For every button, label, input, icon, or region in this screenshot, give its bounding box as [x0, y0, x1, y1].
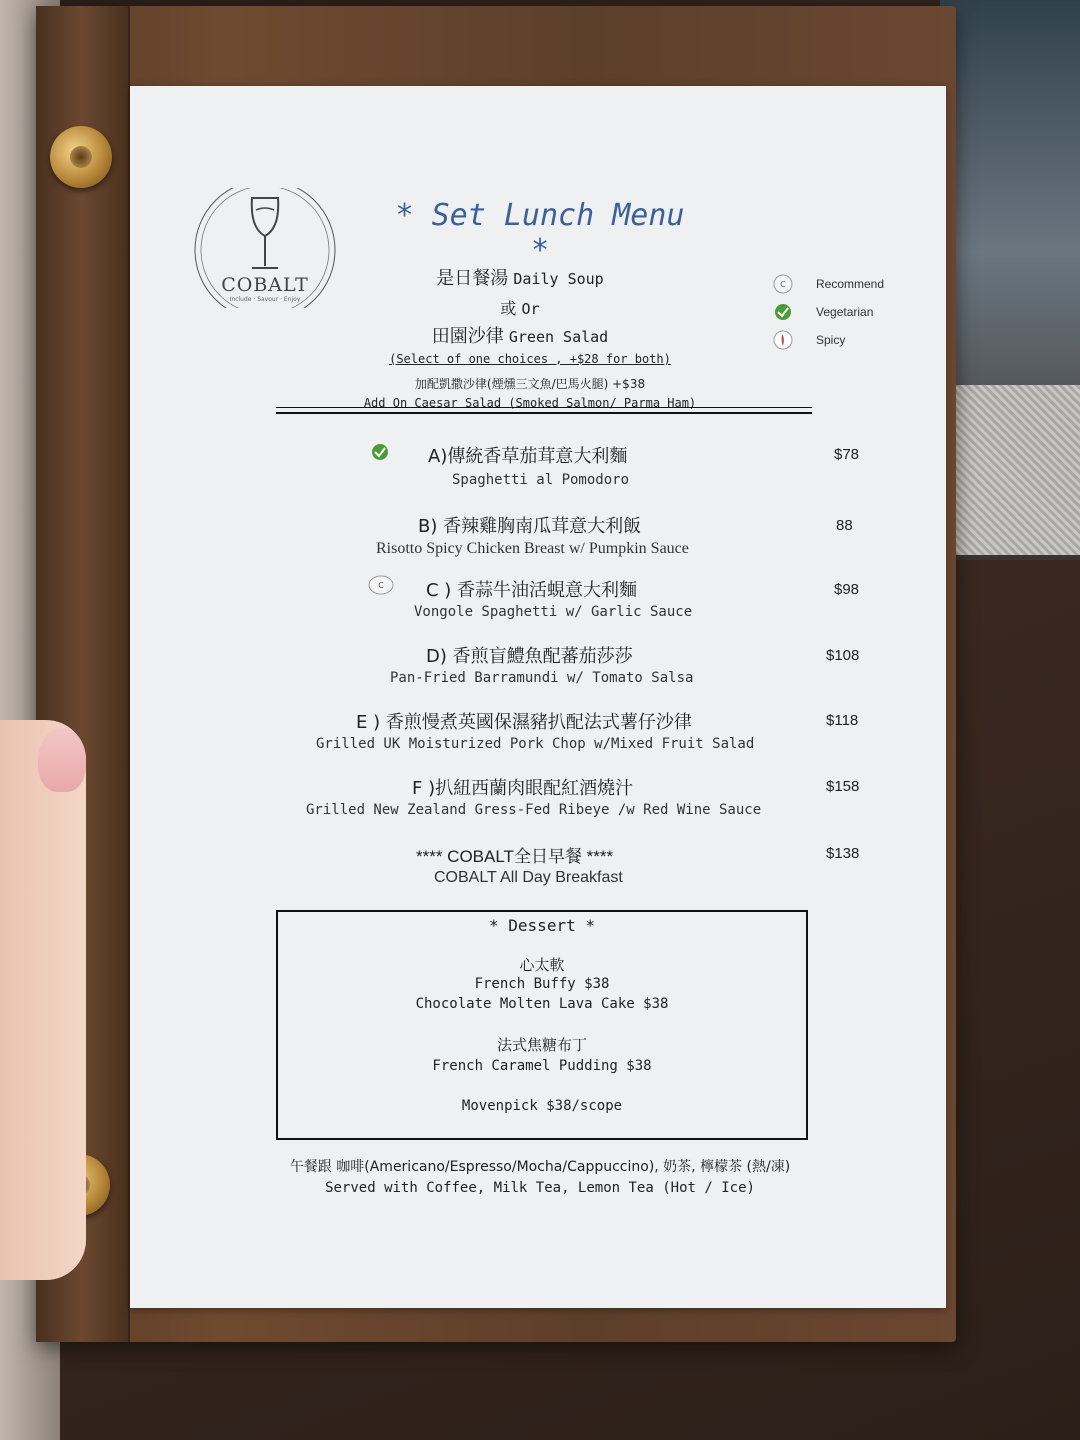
- dessert-1-en1: French Buffy $38: [474, 976, 610, 992]
- item-f-en: Grilled New Zealand Gress-Fed Ribeye /w Red Wine Sauce: [306, 802, 762, 818]
- item-c-en: Vongole Spaghetti w/ Garlic Sauce: [414, 604, 693, 620]
- legend-spicy: Spicy: [772, 326, 932, 354]
- dessert-title: * Dessert *: [489, 916, 595, 935]
- addon-cn: 加配凱撒沙律(煙燻三文魚/巴馬火腿) +$38: [414, 377, 646, 391]
- item-d-en: Pan-Fried Barramundi w/ Tomato Salsa: [390, 670, 694, 686]
- item-breakfast-cn: **** COBALT全日早餐 ****: [416, 847, 614, 866]
- fingernail: [38, 728, 86, 792]
- dessert-1-cn: 心太軟: [519, 956, 565, 974]
- starter-or: 或 Or: [500, 299, 540, 318]
- item-b-price: 88: [836, 517, 853, 534]
- cobalt-logo: [190, 188, 340, 308]
- addon-en: Add On Caesar Salad (Smoked Salmon/ Parma Ham): [363, 396, 697, 410]
- item-breakfast-en: COBALT All Day Breakfast: [434, 869, 623, 886]
- item-f-price: $158: [826, 778, 860, 795]
- recommend-icon: [772, 273, 794, 295]
- dessert-2-en: French Caramel Pudding $38: [432, 1058, 652, 1074]
- item-b-en: Risotto Spicy Chicken Breast w/ Pumpkin Sauce: [376, 540, 689, 557]
- starter-salad: 田園沙律 Green Salad: [431, 326, 609, 347]
- brass-screw-top: [50, 126, 112, 188]
- item-a-cn: A)傳統香草茄茸意大利麵: [428, 446, 628, 467]
- divider-thick: [276, 412, 812, 414]
- hand: [0, 720, 86, 1280]
- item-e-en: Grilled UK Moisturized Pork Chop w/Mixed Fruit Salad: [316, 736, 755, 752]
- item-d-price: $108: [826, 647, 860, 664]
- item-a-price: $78: [834, 446, 860, 463]
- dessert-3: Movenpick $38/scope: [461, 1098, 623, 1114]
- dessert-box: [276, 910, 808, 1140]
- vegetarian-icon: [370, 442, 390, 466]
- item-a-en: Spaghetti al Pomodoro: [452, 472, 630, 488]
- page-title: * Set Lunch Menu *: [395, 198, 685, 268]
- item-e-cn: E ) 香煎慢煮英國保濕豬扒配法式薯仔沙律: [356, 712, 692, 733]
- item-c-cn: C ) 香蒜牛油活蜆意大利麵: [426, 580, 638, 601]
- vegetarian-icon: [772, 301, 794, 323]
- item-f-cn: F )扒紐西蘭肉眼配紅酒燒汁: [412, 778, 634, 799]
- recommend-icon: [368, 574, 394, 600]
- metal-tray: [952, 385, 1080, 555]
- divider-thin: [276, 407, 812, 408]
- svg-text:C: C: [378, 581, 384, 590]
- drinks-en: Served with Coffee, Milk Tea, Lemon Tea (Hot / Ice): [325, 1180, 755, 1196]
- spicy-icon: [772, 329, 794, 351]
- legend: [772, 270, 932, 354]
- dessert-1-en2: Chocolate Molten Lava Cake $38: [415, 996, 669, 1012]
- drinks-cn: 午餐跟 咖啡(Americano/Espresso/Mocha/Cappuccino), 奶茶, 檸檬茶 (熱/凍): [289, 1159, 791, 1175]
- dessert-2-cn: 法式焦糖布丁: [496, 1036, 587, 1054]
- legend-vegetarian: Vegetarian: [772, 298, 932, 326]
- item-b-cn: B) 香辣雞胸南瓜茸意大利飯: [418, 516, 642, 537]
- item-c-price: $98: [834, 581, 860, 598]
- starter-soup: 是日餐湯 Daily Soup: [436, 268, 604, 289]
- legend-recommend: C Recommend: [772, 270, 932, 298]
- item-breakfast-price: $138: [826, 845, 860, 862]
- logo-tagline: Include · Savour · Enjoy: [229, 296, 301, 303]
- item-d-cn: D) 香煎盲鱧魚配蕃茄莎莎: [426, 646, 633, 667]
- menu-paper: [130, 86, 946, 1308]
- item-e-price: $118: [826, 712, 859, 729]
- svg-text:C: C: [780, 280, 786, 289]
- select-note: (Select of one choices , +$28 for both): [389, 352, 671, 366]
- logo-text: COBALT: [221, 274, 309, 296]
